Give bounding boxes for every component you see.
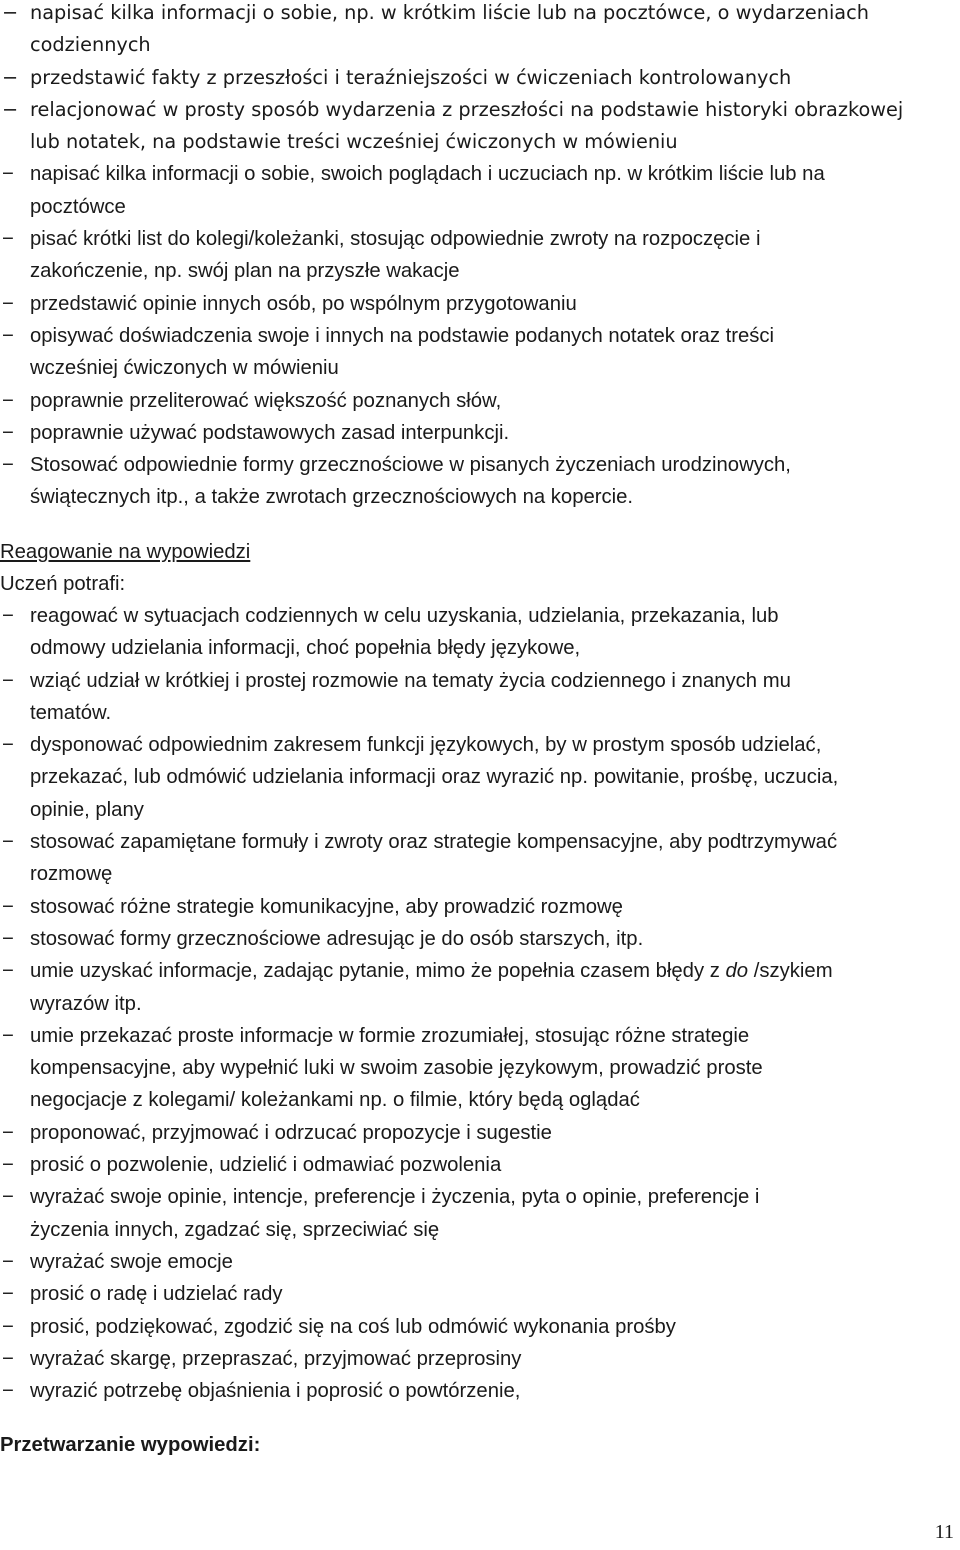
list-item: [0, 600, 960, 665]
dash-bullet-icon: −: [2, 1186, 14, 1209]
list-item: [0, 1311, 960, 1343]
list-item-line: prosić, podziękować, zgodzić się na coś lub odmówić wykonania prośby: [30, 1315, 676, 1338]
list-item-line: codziennych: [30, 33, 151, 57]
dash-bullet-icon: −: [2, 831, 14, 854]
list-item-line: umie uzyskać informacje, zadając pytanie, mimo że popełnia czasem błędy z do /szykiem: [30, 960, 833, 983]
list-item: [0, 1278, 960, 1310]
dash-bullet-icon: −: [2, 1347, 14, 1370]
list-item: [0, 923, 960, 955]
list-item: [0, 1020, 960, 1117]
list-item-line: stosować formy grzecznościowe adresując je do osób starszych, itp.: [30, 927, 644, 950]
list-item-line: opinie, plany: [30, 798, 144, 821]
list-item: [0, 1181, 960, 1246]
list-item-line: tematów.: [30, 701, 112, 724]
list-item-line: wyrażać swoje emocje: [30, 1250, 233, 1273]
list-item: [0, 955, 960, 1020]
list-item: [0, 94, 960, 159]
dash-bullet-icon: −: [2, 1380, 14, 1403]
dash-bullet-icon: −: [2, 1315, 14, 1338]
list-item-line: przedstawić fakty z przeszłości i teraźniejszości w ćwiczeniach kontrolowanych: [30, 65, 792, 89]
list-item-line: prosić o pozwolenie, udzielić i odmawiać pozwolenia: [30, 1154, 502, 1177]
list-item-line: lub notatek, na podstawie treści wcześniej ćwiczonych w mówieniu: [30, 130, 678, 154]
dash-bullet-icon: −: [2, 1250, 14, 1273]
dash-bullet-icon: −: [2, 1154, 14, 1177]
list-item-line: odmowy udzielania informacji, choć popełnia błędy językowe,: [30, 637, 581, 660]
list-item-line: wyrażać skargę, przepraszać, przyjmować przeprosiny: [30, 1347, 522, 1370]
dash-bullet-icon: −: [2, 927, 14, 950]
dash-bullet-icon: −: [2, 669, 14, 692]
dash-bullet-icon: −: [2, 605, 14, 627]
dash-bullet-icon: −: [2, 960, 14, 983]
list-item-line: rozmowę: [30, 863, 113, 886]
list-item: [0, 223, 960, 288]
dash-bullet-icon: −: [2, 421, 14, 444]
list-item: [0, 288, 960, 320]
dash-bullet-icon: −: [2, 292, 14, 315]
list-item: [0, 729, 960, 826]
list-item: [0, 826, 960, 891]
list-item-line: umie przekazać proste informacje w formie zrozumiałej, stosując różne strategie: [30, 1024, 750, 1047]
dash-bullet-icon: −: [2, 1283, 14, 1306]
list-item-line: Stosować odpowiednie formy grzecznościowe w pisanych życzeniach urodzinowych,: [30, 454, 791, 477]
dash-bullet-icon: −: [2, 65, 19, 89]
list-item: [0, 320, 960, 385]
list-item-line: negocjacje z kolegami/ koleżankami np. o filmie, który będą oglądać: [30, 1089, 640, 1112]
list-item-line: opisywać doświadczenia swoje i innych na podstawie podanych notatek oraz treści: [30, 324, 775, 347]
list-item: [0, 62, 960, 94]
list-item: [0, 1343, 960, 1375]
list-item-line: proponować, przyjmować i odrzucać propozycje i sugestie: [30, 1121, 552, 1144]
list-item-line: napisać kilka informacji o sobie, np. w krótkim liście lub na pocztówce, o wydarzeniach: [30, 1, 869, 24]
list-item-line: prosić o radę i udzielać rady: [30, 1283, 283, 1306]
page-number: 11: [934, 1521, 954, 1543]
list-item-line: życzenia innych, zgadzać się, sprzeciwiać się: [30, 1218, 440, 1241]
list-item-line: świątecznych itp., a także zwrotach grzecznościowych na kopercie.: [30, 486, 634, 509]
dash-bullet-icon: −: [2, 1024, 14, 1047]
dash-bullet-icon: −: [2, 97, 19, 121]
list-item-line: poprawnie używać podstawowych zasad interpunkcji.: [30, 421, 510, 444]
dash-bullet-icon: −: [2, 1, 19, 24]
list-item-line: relacjonować w prosty sposób wydarzenia z przeszłości na podstawie historyki obrazkowej: [30, 97, 904, 121]
dash-bullet-icon: −: [2, 389, 14, 412]
list-item-line: dysponować odpowiednim zakresem funkcji językowych, by w prostym sposób udzielać,: [30, 734, 822, 757]
list-item-line: przekazać, lub odmówić udzielania informacji oraz wyrazić np. powitanie, prośbę, uczucia,: [30, 766, 839, 789]
list-item: [0, 385, 960, 417]
list-item-line: stosować zapamiętane formuły i zwroty oraz strategie kompensacyjne, aby podtrzymywać: [30, 831, 838, 854]
dash-bullet-icon: −: [2, 228, 14, 251]
dash-bullet-icon: −: [2, 324, 14, 347]
list-item: [0, 449, 960, 514]
top-bullet-list: [0, 0, 960, 514]
list-item: [0, 417, 960, 449]
dash-bullet-icon: −: [2, 895, 14, 918]
list-item-line: wziąć udział w krótkiej i prostej rozmowie na tematy życia codziennego i znanych mu: [30, 669, 791, 692]
list-item: [0, 158, 960, 223]
list-item-line: pisać krótki list do kolegi/koleżanki, stosując odpowiednie zwroty na rozpoczęcie i: [30, 228, 761, 251]
dash-bullet-icon: −: [2, 1121, 14, 1144]
list-item-line: wyrazów itp.: [30, 992, 142, 1015]
list-item-line: przedstawić opinie innych osób, po wspólnym przygotowaniu: [30, 292, 577, 315]
list-item: [0, 1149, 960, 1181]
list-item-line: kompensacyjne, aby wypełnić luki w swoim zasobie językowym, prowadzić proste: [30, 1057, 763, 1080]
list-item: [0, 1375, 960, 1407]
list-item: [0, 1117, 960, 1149]
emphasis-word: do: [725, 960, 749, 983]
list-item: [0, 665, 960, 730]
list-item-line: poprawnie przeliterować większość poznanych słów,: [30, 389, 502, 412]
dash-bullet-icon: −: [2, 454, 14, 477]
list-item: [0, 0, 960, 62]
section-heading-reagowanie: Reagowanie na wypowiedzi: [0, 541, 251, 563]
section-heading-przetwarzanie: Przetwarzanie wypowiedzi:: [0, 1434, 261, 1456]
section2-list-wrapper: [0, 600, 960, 1407]
list-item: [0, 891, 960, 923]
section2-bullet-list: [0, 600, 960, 1407]
list-item: [0, 1246, 960, 1278]
list-item-line: napisać kilka informacji o sobie, swoich poglądach i uczuciach np. w krótkim liście lub na: [30, 163, 825, 186]
top-list: [0, 0, 960, 514]
dash-bullet-icon: −: [2, 734, 14, 757]
section-intro: Uczeń potrafi:: [0, 573, 126, 595]
list-item-line: wyrażać swoje opinie, intencje, preferencje i życzenia, pyta o opinie, preferencje i: [30, 1186, 760, 1209]
list-item-line: reagować w sytuacjach codziennych w celu uzyskania, udzielania, przekazania, lub: [30, 605, 779, 627]
list-item-line: pocztówce: [30, 195, 126, 218]
list-item-line: wcześniej ćwiczonych w mówieniu: [30, 357, 339, 380]
list-item-line: stosować różne strategie komunikacyjne, aby prowadzić rozmowę: [30, 895, 623, 918]
list-item-line: zakończenie, np. swój plan na przyszłe wakacje: [30, 260, 460, 283]
dash-bullet-icon: −: [2, 163, 14, 186]
list-item-line: wyrazić potrzebę objaśnienia i poprosić o powtórzenie,: [30, 1380, 521, 1403]
